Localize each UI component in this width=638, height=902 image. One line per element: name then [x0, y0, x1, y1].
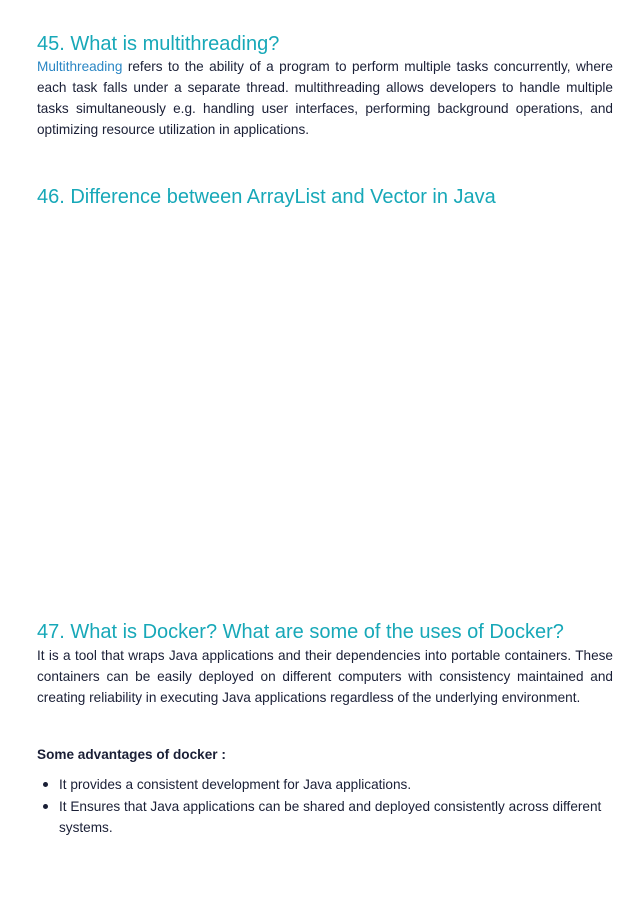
list-item-text: It Ensures that Java applications can be shared and deployed consistently across different systems. — [59, 799, 602, 835]
list-item-text: It provides a consistent development for Java applications. — [59, 777, 412, 792]
bullet-icon — [43, 782, 48, 787]
section-45-paragraph-text: refers to the ability of a program to perform multiple tasks concurrently, where each task falls under a separate thread. multithreading allows developers to handle multiple tasks simultaneously e.g. handling user interfaces, performing background operations, and optimizing resource utilization in applications. — [37, 59, 613, 137]
section-45-paragraph — [37, 56, 613, 140]
bullet-icon — [43, 804, 48, 809]
section-47-heading: 47. What is Docker? What are some of the uses of Docker? — [37, 621, 564, 643]
section-46-heading: 46. Difference between ArrayList and Vector in Java — [37, 186, 496, 208]
list-item — [37, 774, 613, 795]
multithreading-link[interactable]: Multithreading — [37, 59, 123, 74]
list-item — [37, 796, 613, 838]
section-47-paragraph: It is a tool that wraps Java applications and their dependencies into portable containers. These containers can be easily deployed on different computers with consistency maintained and creating reliability in executing Java applications regardless of the underlying environment. — [37, 648, 613, 705]
section-45-heading: 45. What is multithreading? — [37, 33, 280, 55]
advantages-list — [37, 774, 613, 839]
advantages-label: Some advantages of docker : — [37, 747, 226, 762]
